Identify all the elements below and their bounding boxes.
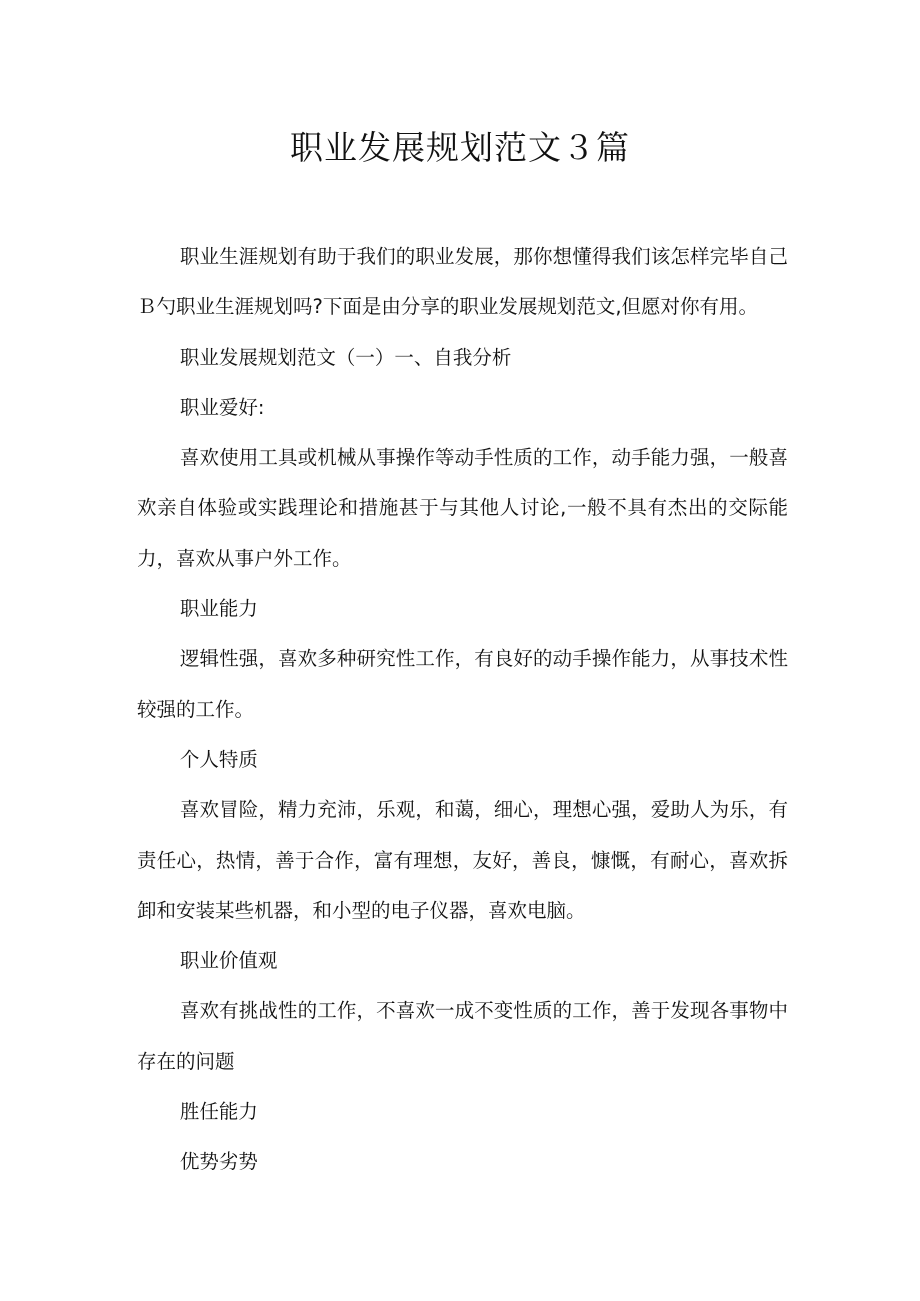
paragraph-intro: 职业生涯规划有助于我们的职业发展，那你想懂得我们该怎样完毕自己Ｂ勺职业生涯规划吗?下面是由分享的职业发展规划范文,但愿对你有用。 xyxy=(137,245,788,319)
paragraph-career-interest: 喜欢使用工具或机械从事操作等动手性质的工作，动手能力强，一般喜欢亲自体验或实践理论和措施甚于与其他人讨论,一般不具有杰出的交际能力，喜欢从事户外工作。 xyxy=(137,446,788,570)
subheading-competence: 胜任能力 xyxy=(179,1100,258,1124)
subheading-career-ability: 职业能力 xyxy=(179,597,258,621)
document-title: 职业发展规划范文３篇 xyxy=(290,128,630,167)
subheading-strengths-weaknesses: 优势劣势 xyxy=(179,1150,258,1174)
paragraph-career-ability: 逻辑性强，喜欢多种研究性工作，有良好的动手操作能力，从事技术性较强的工作。 xyxy=(137,647,788,721)
subheading-career-interest: 职业爱好: xyxy=(179,395,265,419)
paragraph-career-values: 喜欢有挑战性的工作，不喜欢一成不变性质的工作，善于发现各事物中存在的问题 xyxy=(137,999,788,1073)
paragraph-personal-traits: 喜欢冒险，精力充沛，乐观，和蔼，细心，理想心强，爱助人为乐，有责任心，热情，善于合作，富有理想，友好，善良，慷慨，有耐心，喜欢拆卸和安装某些机器，和小型的电子仪器，喜欢电脑。 xyxy=(137,798,788,922)
section-heading: 职业发展规划范文（一）一、自我分析 xyxy=(179,345,512,369)
subheading-personal-traits: 个人特质 xyxy=(179,747,258,771)
document-body xyxy=(137,232,788,1188)
subheading-career-values: 职业价值观 xyxy=(179,949,278,973)
